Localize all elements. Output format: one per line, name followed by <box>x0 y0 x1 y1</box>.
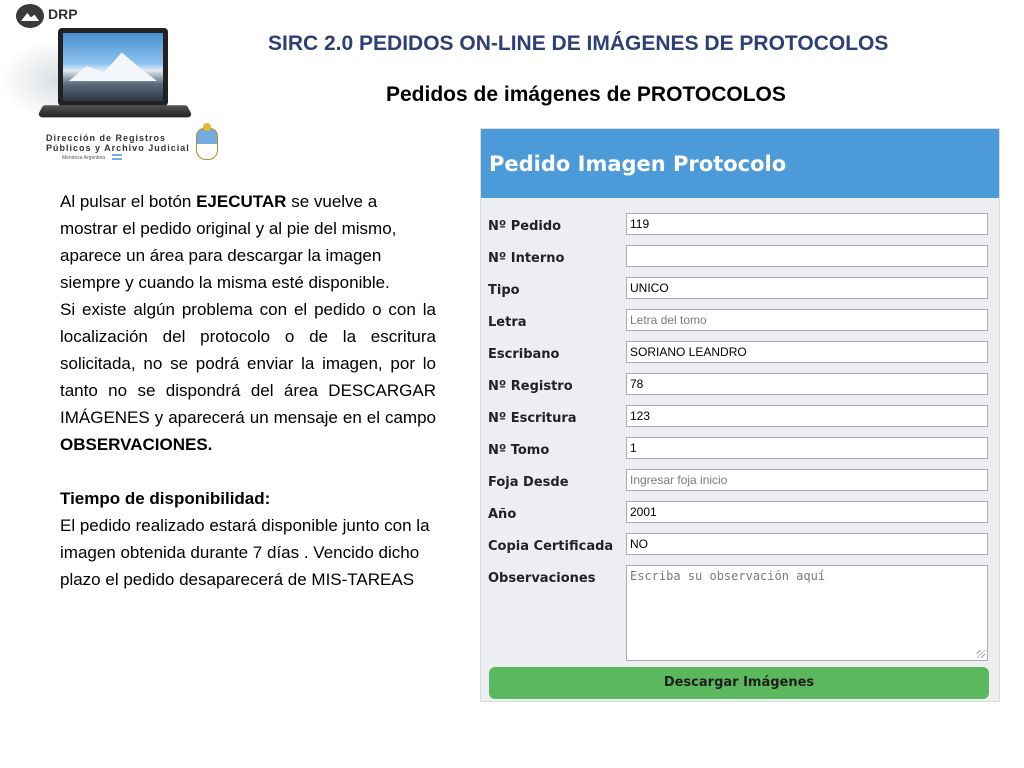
row-escribano <box>481 341 1001 373</box>
letra-input[interactable]: Letra del tomo <box>626 309 988 331</box>
interno-input[interactable] <box>626 245 988 267</box>
field-label: Observaciones <box>488 571 596 586</box>
laptop-icon <box>58 28 168 106</box>
laptop-base <box>37 105 194 117</box>
mendoza-crest-icon <box>196 128 218 160</box>
row-anio <box>481 501 1001 533</box>
foja-desde-input[interactable]: Ingresar foja inicio <box>626 469 988 491</box>
field-label: Nº Pedido <box>488 219 562 234</box>
field-label: Nº Registro <box>488 379 573 394</box>
tipo-input[interactable]: UNICO <box>626 277 988 299</box>
field-label: Nº Tomo <box>488 443 550 458</box>
field-label: Letra <box>488 315 527 330</box>
form-header: Pedido Imagen Protocolo <box>481 129 999 198</box>
tomo-input[interactable]: 1 <box>626 437 988 459</box>
row-escritura <box>481 405 1001 437</box>
field-label: Foja Desde <box>488 475 569 490</box>
field-label: Tipo <box>488 283 520 298</box>
description-p1: Al pulsar el botón EJECUTAR se vuelve a mostrar el pedido original y al pie del mismo, aparece un área para descargar la imagen siempre y cuando la misma esté disponible. <box>60 192 397 292</box>
description-text <box>60 188 436 593</box>
field-label: Escribano <box>488 347 560 362</box>
row-tomo <box>481 437 1001 469</box>
copia-certificada-input[interactable]: NO <box>626 533 988 555</box>
availability-heading: Tiempo de disponibilidad: <box>60 489 271 508</box>
registro-input[interactable]: 78 <box>626 373 988 395</box>
org-name: Dirección de Registros Públicos y Archivo Judicial <box>46 133 190 153</box>
row-tipo <box>481 277 1001 309</box>
observaciones-textarea[interactable] <box>626 565 988 661</box>
description-p3: El pedido realizado estará disponible junto con la imagen obtenida durante 7 días . Vencido dicho plazo el pedido desaparecerá de MIS-TAREAS <box>60 516 430 589</box>
row-foja <box>481 469 1001 501</box>
row-pedido <box>481 213 1001 245</box>
drp-logo <box>0 0 240 170</box>
field-label: Copia Certificada <box>488 539 614 554</box>
field-label: Año <box>488 507 517 522</box>
field-label: Nº Escritura <box>488 411 577 426</box>
download-images-button[interactable]: Descargar Imágenes <box>489 667 989 699</box>
slide-subtitle: Pedidos de imágenes de PROTOCOLOS <box>386 83 786 106</box>
order-form-panel <box>480 128 1000 702</box>
field-label: Nº Interno <box>488 251 565 266</box>
drp-brand-text: DRP <box>48 6 78 22</box>
argentina-flag-icon <box>112 154 122 160</box>
row-interno <box>481 245 1001 277</box>
pedido-input[interactable]: 119 <box>626 213 988 235</box>
description-p2: Si existe algún problema con el pedido o con la localización del protocolo o de la escritura solicitada, no se podrá enviar la imagen, por lo tanto no se dispondrá del área DESCARGAR IMÁGENES y aparecerá un mensaje en el campo OBSERVACIONES. <box>60 300 436 454</box>
anio-input[interactable]: 2001 <box>626 501 988 523</box>
row-registro <box>481 373 1001 405</box>
row-copia <box>481 533 1001 565</box>
drp-mountain-icon <box>16 4 44 28</box>
slide-title: SIRC 2.0 PEDIDOS ON-LINE DE IMÁGENES DE PROTOCOLOS <box>268 32 889 55</box>
resize-grip-icon[interactable] <box>977 650 985 658</box>
observaciones-placeholder: Escriba su observación aquí <box>630 569 826 583</box>
escritura-input[interactable]: 123 <box>626 405 988 427</box>
escribano-input[interactable]: SORIANO LEANDRO <box>626 341 988 363</box>
row-letra <box>481 309 1001 341</box>
org-location: Mendoza Argentina <box>62 155 106 161</box>
